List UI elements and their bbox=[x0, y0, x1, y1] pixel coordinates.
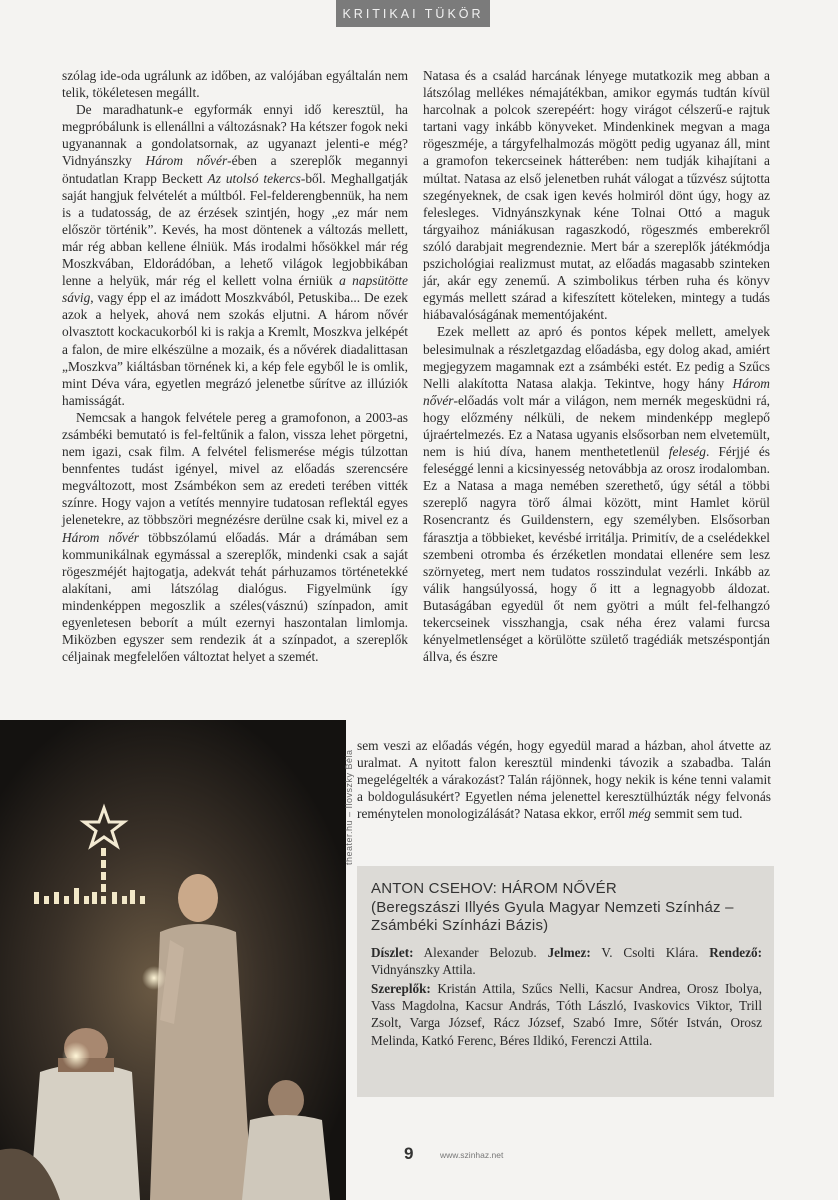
article-right-column bbox=[423, 67, 770, 665]
paragraph: sem veszi az előadás végén, hogy egyedül marad a házban, ahol átvette az uralmat. A nyitott falon keresztül mindenki távozik a szabadba. Talán megelégelték a várakozást? Talán rájönnek, hogy nekik is kéne tenni valamit a boldogulásukért? Egyetlen néma jelenettel keresztülhúzták négy felvonás reménytelen monologizálását? Natasa ekkor, erről még semmit sem tud. bbox=[357, 738, 771, 822]
article-left-column bbox=[62, 67, 408, 665]
paragraph: Natasa és a család harcának lényege mutatkozik meg abban a látszólag mellékes némajátékban, amikor egymás tudtán kívül harcolnak a polcok szerepéért: hogy virágot célszerű-e rajtuk tartani vagy inkább könyveket. Mindenkinek megvan a maga rögeszméje, a tárgyfelhalmozás mögött pedig ugyanaz áll, mint a gramofon tekercseinek hátterében: nem tudják kihajítani a múltat. Natasa az első jelenetben ruhát válogat a tűzvész sújtotta szegényeknek, de csak igen kevés holmiról dönt úgy, hogy az felesleges. Vidnyánszkynak kéne Tolnai Ottó a maguk tárgyaihoz mániákusan ragaszkodó, rögeszmés emberekről szóló darabjait megrendeznie. Mert bár a szereplők játékmódja pszichológiai realizmust mutat, az előadás magasabb szinteken jár, akár egy zenemű. A szimbolikus térben ruha és könyv egymás mellett szárad a kifeszített köteleken, mintegy a tudás hiábavalóságának mementójaként. bbox=[423, 68, 770, 323]
paragraph: Ezek mellett az apró és pontos képek mellett, amelyek belesimulnak a részletgazdag előadásba, egy dolog akad, amiért megjegyzem magamnak ezt a zsámbéki estét. Ez pedig a Szűcs Nelli alakította Natasa alakja. Tekintve, hogy hány Három nővér-előadás volt már a világon, nem mernék megesküdni rá, hogy előzmény nélküli, de nekem mindenképp meglepő újraértelmezés. Ez a Natasa ugyanis elsősorban nem elvetemült, nem is hiú díva, hanem menthetetlenül feleség. Férjjé és feleséggé lenni a kicsinyesség netovábbja az orosz irodalomban. Ez a Natasa a maga nemében szerethető, úgy sétál a többi szereplő nagyra törő álmai között, mint Hamlet körül Rosencrantz és Guildenstern, egy személyben. Elsősorban fárasztja a többieket, kevésbé irritálja. Primitív, de a cselédekkel szembeni otromba és érzéketlen mondatai ellenére sem lesz szörnyeteg, mert nem tudatos rosszindulat vezérli. Inkább az válik hangsúlyossá, hogy ő itt a legnagyobb áldozat. Butaságában egyedül őt nem gyötri a múlt fel-felhangzó tekercseinek visszhangja, csak néha érez valami furcsa kényelmetlenséget a körülötte születő tragédiák metszéspontján állva, és észre bbox=[423, 324, 770, 665]
paragraph: De maradhatunk-e egyformák ennyi idő keresztül, ha megpróbálunk is ellenállni a változásnak? Ha kétszer fogok neki ugyanannak a gondolatsornak, az ugyanazt jelenti-e még? Vidnyánszky Három nővér-ében a szereplők megannyi öntudatlan Krapp Beckett Az utolsó tekercs-ből. Meghallgatják saját hangjuk felvételét a múltból. Fel-felderengbennük, ha nem is a tudatosság, de az érzések szintjén, hogy „ez már nem először történik”. Kevés, ha most döntenek a változás mellett, már rég abban kellene élniük. Más irodalmi hősökkel már rég Moszkvában, Eldorádóban, a lehető világok legjobbikában lenne a helyük, már rég el kellett volna érniük a napsütötte sávig, vagy épp el az imádott Moszkvából, Petuskiba... De ezek azok a helyek, ahová nem szokás eljutni. A három nővér olvasztott kockacukorból ki is rakja a Kremlt, Moszkva jelképét a falon, de mire elkészülne a mozaik, és a nővérek diadalittasan „Moszkva” kiáltásban törnének ki, a kép fele egyből le is omlik, mint Déva vára, egyetlen megrázó jelenetbe sűrítve az illúziók hamisságát. bbox=[62, 102, 408, 408]
stage-photo bbox=[0, 720, 346, 1200]
production-info-box bbox=[357, 866, 774, 1097]
section-title: KRITIKAI TÜKÖR bbox=[342, 6, 484, 21]
website-link[interactable]: www.szinhaz.net bbox=[440, 1150, 504, 1160]
page-number: 9 bbox=[404, 1144, 414, 1163]
paragraph: szólag ide-oda ugrálunk az időben, az valójában egyáltalán nem telik, tökéletesen megállt. bbox=[62, 68, 408, 101]
photo-credit: theater.hu – Ilovszky Béla bbox=[344, 749, 354, 865]
production-cast: Szereplők: Kristán Attila, Szűcs Nelli, Kacsur Andrea, Orosz Ibolya, Vass Magdolna, Kacsur András, Tóth László, Ivaskovics Viktor, Trill Zsolt, Varga József, Rácz József, Szabó Imre, Sőtér István, Orosz Melinda, Katkó Ferenc, Béres Ildikó, Ferenczi Attila. bbox=[371, 980, 763, 1048]
production-title: ANTON CSEHOV: HÁROM NŐVÉR (Beregszászi Illyés Gyula Magyar Nemzeti Színház – Zsámbéki Színházi Bázis) bbox=[371, 880, 734, 934]
section-header bbox=[336, 0, 490, 27]
article-continuation bbox=[357, 737, 771, 822]
production-credits: Díszlet: Alexander Belozub. Jelmez: V. Csolti Klára. Rendező: Vidnyánszky Attila. bbox=[371, 944, 762, 977]
paragraph: Nemcsak a hangok felvétele pereg a gramofonon, a 2003-as zsámbéki bemutató is fel-feltűnik a falon, vissza lehet pörgetni, nem igazi, csak film. A felvétel felismerése mégis túlzottan bennfentes tudást igényel, mivel az előadás szerencsére megváltozott, most Zsámbékon sem az eredeti terében vitték színre. Hogy vajon a vetítés mennyire tudatosan reflektál egyes jelenetekre, az többszöri megnézésre derülne csak ki, mivel ez a Három nővér többszólamú előadás. Már a drámában sem kommunikálnak egymással a szereplők, mindenki csak a saját rögeszméjét hajtogatja, adekvát tehát párhuzamos történetekké alakítani, ami látszólag dialógus. Figyelmünk így mindenképpen megoszlik a széles(vásznú) színpadon, amit egyenletesen beborít a múlt ezernyi haszontalan limlomja. Miközben egyszer sem rendezik át a színpadot, a szereplők céljainak megfelelően változtat helyet a szemét. bbox=[62, 409, 408, 665]
